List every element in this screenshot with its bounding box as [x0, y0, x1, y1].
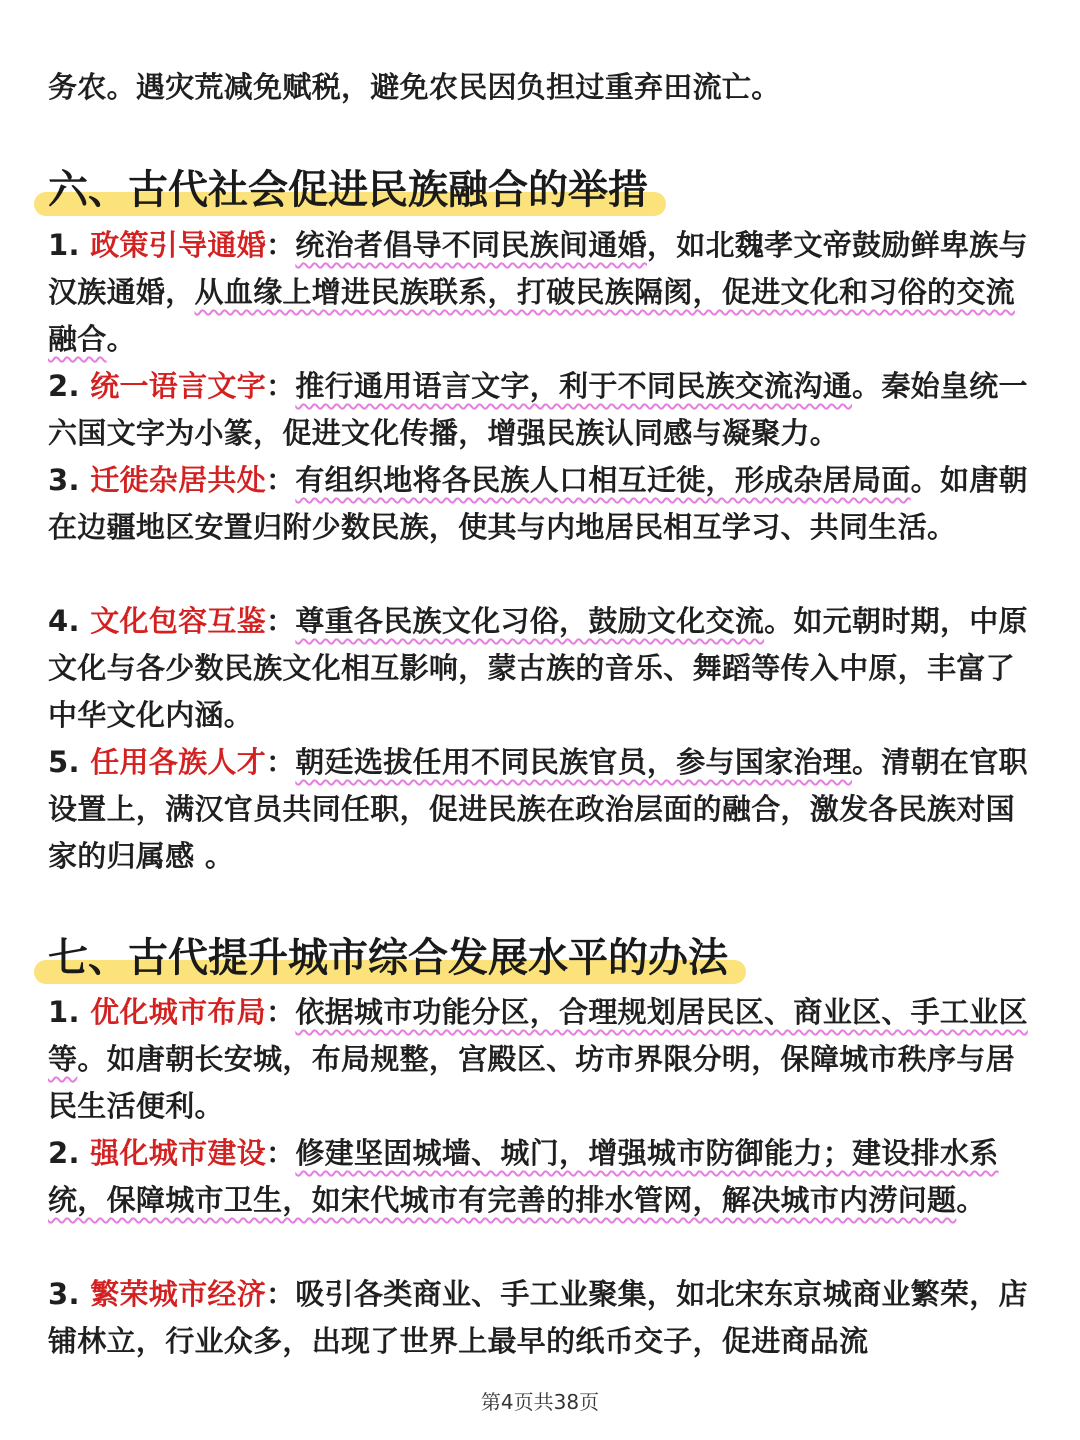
item-colon: ：	[266, 1136, 296, 1170]
item-keyword: 统一语言文字	[90, 369, 267, 403]
item-keyword: 优化城市布局	[90, 995, 267, 1029]
item-number: 3.	[48, 1277, 80, 1311]
section-7-title: 七、古代提升城市综合发展水平的办法	[48, 935, 728, 981]
item-underlined-text: 朝廷选拔任用不同民族官员，参与国家治理	[295, 745, 853, 779]
item-colon: ：	[266, 604, 296, 638]
item-keyword: 文化包容互鉴	[90, 604, 267, 638]
item-text: 。	[106, 322, 136, 356]
item-text: 。如唐朝在边疆地区安置归附少数民族，使其与内地居民相互学习、共同生活。	[48, 463, 1028, 544]
item-colon: ：	[266, 463, 296, 497]
item-text: 。清朝在官职设置上，满汉官员共同任职，促进民族在政治层面的融合，激发各民族对国家的归属感 。	[48, 745, 1028, 873]
s7-item-1	[48, 989, 1038, 1130]
item-underlined-text: 修建坚固城墙、城门，增强城市防御能力；建设排水系统，保障城市卫生，如宋代城市有完善的排水管网，解决城市内涝问题	[48, 1136, 999, 1217]
s6-item-4	[48, 598, 1038, 739]
item-text: 吸引各类商业、手工业聚集，如北宋东京城商业繁荣，店铺林立，行业众多，出现了世界上最早的纸币交子，促进商品流	[48, 1277, 1028, 1358]
section-6-heading	[48, 162, 648, 218]
item-keyword: 强化城市建设	[90, 1136, 267, 1170]
item-number: 1.	[48, 995, 80, 1029]
item-underlined-text: 依据城市功能分区，合理规划居民区、商业区、手工业区等	[48, 995, 1028, 1076]
item-colon: ：	[266, 1277, 296, 1311]
item-colon: ：	[266, 369, 296, 403]
item-colon: ：	[266, 745, 296, 779]
item-number: 4.	[48, 604, 80, 638]
item-text: 。秦始皇统一六国文字为小篆，促进文化传播，增强民族认同感与凝聚力。	[48, 369, 1028, 450]
item-text: 。如元朝时期，中原文化与各少数民族文化相互影响，蒙古族的音乐、舞蹈等传入中原，丰富了中华文化内涵。	[48, 604, 1028, 732]
item-underlined-text: 统治者倡导不同民族间通婚	[295, 228, 647, 262]
item-number: 3.	[48, 463, 80, 497]
item-number: 2.	[48, 1136, 80, 1170]
item-number: 1.	[48, 228, 80, 262]
item-text: 。如唐朝长安城，布局规整，宫殿区、坊市界限分明，保障城市秩序与居民生活便利。	[48, 1042, 1015, 1123]
item-keyword: 政策引导通婚	[90, 228, 267, 262]
item-number: 2.	[48, 369, 80, 403]
item-keyword: 任用各族人才	[90, 745, 267, 779]
item-underlined-text: 有组织地将各民族人口相互迁徙，形成杂居局面	[295, 463, 911, 497]
s7-item-3	[48, 1271, 1038, 1365]
page-number-footer: 第4页共38页	[480, 1390, 600, 1414]
section-7-heading	[48, 930, 728, 986]
s6-item-3	[48, 457, 1038, 551]
section-6-title: 六、古代社会促进民族融合的举措	[48, 167, 648, 213]
item-underlined-text: 从血缘上增进民族联系，打破民族隔阂，促进文化和习俗的交流融合	[48, 275, 1015, 356]
item-keyword: 繁荣城市经济	[90, 1277, 267, 1311]
item-colon: ：	[266, 228, 296, 262]
item-underlined-text: 推行通用语言文字，利于不同民族交流沟通	[295, 369, 853, 403]
intro-paragraph	[48, 64, 1038, 111]
s7-item-2	[48, 1130, 1038, 1224]
s6-item-2	[48, 363, 1038, 457]
intro-text: 务农。遇灾荒减免赋税，避免农民因负担过重弃田流亡。	[48, 70, 781, 104]
s6-item-5	[48, 739, 1038, 880]
item-text: 。	[956, 1183, 986, 1217]
item-underlined-text: 尊重各民族文化习俗，鼓励文化交流	[295, 604, 765, 638]
item-keyword: 迁徙杂居共处	[90, 463, 267, 497]
s6-item-1	[48, 222, 1038, 363]
item-number: 5.	[48, 745, 80, 779]
item-text: ，如北魏孝文帝鼓励鲜卑族与汉族通婚，	[48, 228, 1028, 309]
item-colon: ：	[266, 995, 296, 1029]
